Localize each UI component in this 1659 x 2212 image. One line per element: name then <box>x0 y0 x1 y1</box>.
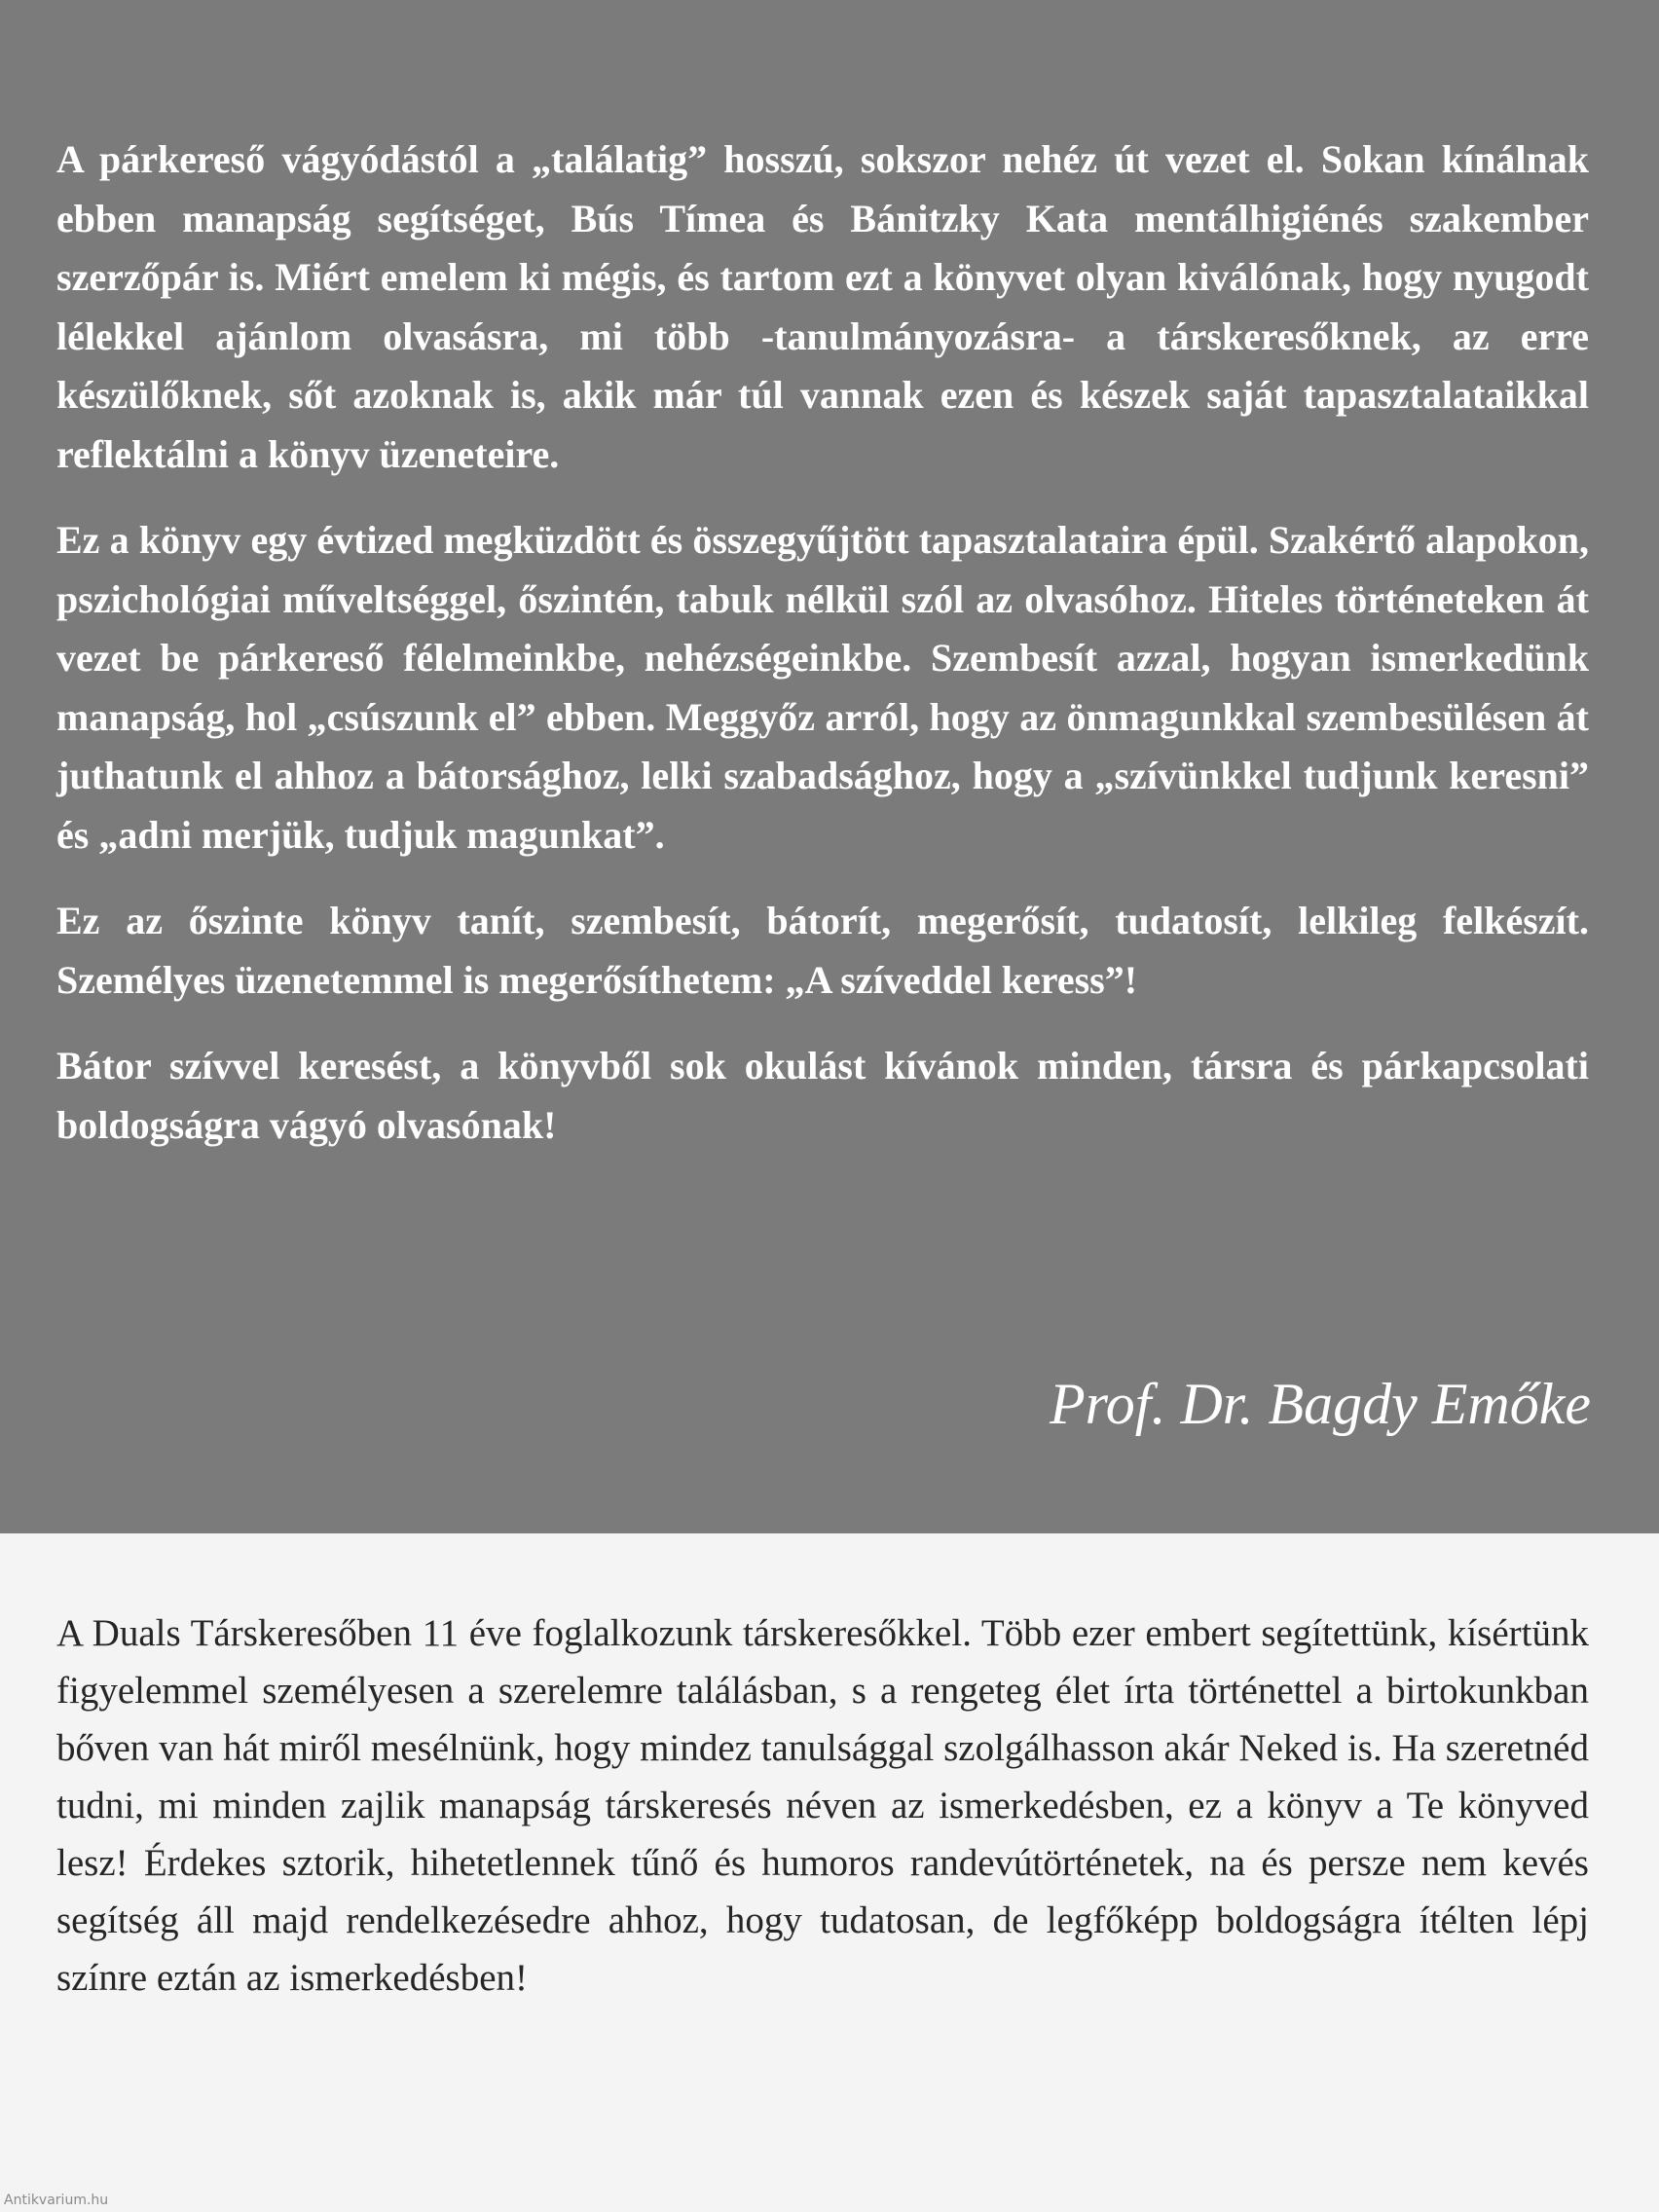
review-paragraph-2: Ez a könyv egy évtized megküzdött és összegyűjtött tapasztalataira épül. Szakértő alapokon, pszichológiai műveltséggel, őszintén, tabuk nélkül szól az olvasóhoz. Hiteles történeteken át vezet be párkereső félelmeinkbe, nehézségeinkbe. Szembesít azzal, hogyan ismerkedünk manapság, hol „csúszunk el” ebben. Meggyőz arról, hogy az önmagunkkal szembesülésen át juthatunk el ahhoz a bátorsághoz, lelki szabadsághoz, hogy a „szívünkkel tudjunk keresni” és „adni merjük, tudjuk magunkat”. <box>56 518 1589 857</box>
review-paragraph-1: A párkereső vágyódástól a „találatig” hosszú, sokszor nehéz út vezet el. Sokan kínálnak ebben manapság segítséget, Bús Tímea és Bánitzky Kata mentálhigiénés szakember szerzőpár is. Miért emelem ki mégis, és tartom ezt a könyvet olyan kiválónak, hogy nyugodt lélekkel ajánlom olvasásra, mi több -tanulmányozásra- a társkeresőknek, az erre készülőknek, sőt azoknak is, akik már túl vannak ezen és készek saját tapasztalataikkal reflektálni a könyv üzeneteire. <box>56 137 1589 476</box>
review-text <box>56 130 1589 1182</box>
review-signature: Prof. Dr. Bagdy Emőke <box>1050 1372 1591 1436</box>
watermark-text: Antikvarium.hu <box>4 2193 109 2208</box>
publisher-blurb: A Duals Társkeresőben 11 éve foglalkozunk társkeresőkkel. Több ezer embert segítettünk, kísértünk figyelemmel személyesen a szerelemre találásban, s a rengeteg élet írta történettel a birtokunkban bőven van hát miről mesélnünk, hogy mindez tanulsággal szolgálhasson akár Neked is. Ha szeretnéd tudni, mi minden zajlik manapság társkeresés néven az ismerkedésben, ez a könyv a Te könyved lesz! Érdekes sztorik, hihetetlennek tűnő és humoros randevútörténetek, na és persze nem kevés segítség áll majd rendelkezésedre ahhoz, hogy tudatosan, de legfőképp boldogságra ítélten lépj színre eztán az ismerkedésben! <box>56 1612 1589 1999</box>
review-paragraph-3: Ez az őszinte könyv tanít, szembesít, bátorít, megerősít, tudatosít, lelkileg felkészít. Személyes üzenetemmel is megerősíthetem: „A szíveddel keress”! <box>56 899 1589 1002</box>
publisher-panel <box>0 1533 1659 2212</box>
review-paragraph-4: Bátor szívvel keresést, a könyvből sok okulást kívánok minden, társra és párkapcsolati boldogságra vágyó olvasónak! <box>56 1044 1589 1147</box>
